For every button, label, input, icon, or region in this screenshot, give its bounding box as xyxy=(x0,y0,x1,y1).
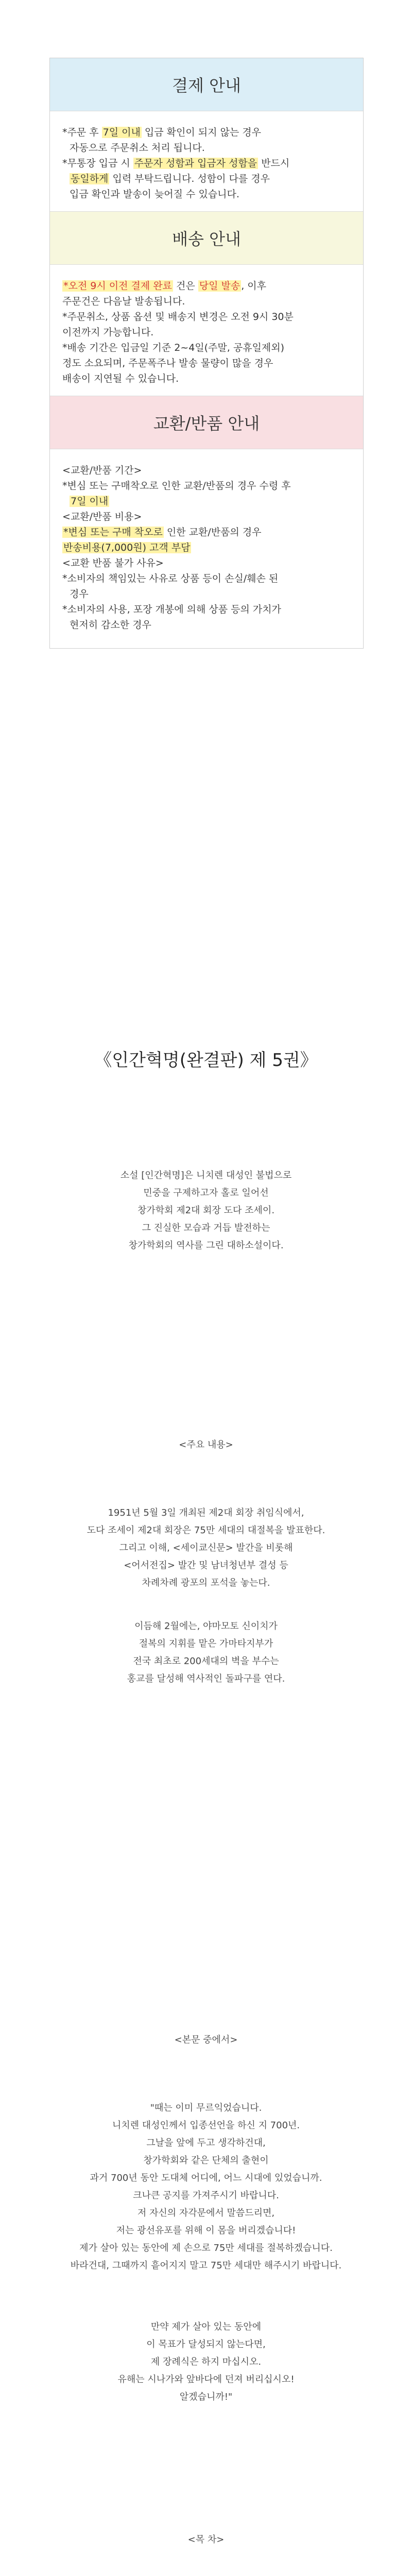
shipping-title: 배송 안내 xyxy=(172,229,241,249)
intro-line: 창가학회의 역사를 그린 대하소설이다. xyxy=(128,1240,284,1251)
shipping-highlight: 당일 발송 xyxy=(199,280,241,292)
payment-text: 자동으로 주문취소 처리 됩니다. xyxy=(70,142,205,154)
toc-label: <목 차> xyxy=(187,2534,225,2545)
excerpt-line: 저 자신의 자각문에서 말씀드리면, xyxy=(137,2208,275,2218)
book-intro xyxy=(0,1167,412,1255)
book-title: 《인간혁명(완결판) 제 5권》 xyxy=(94,1050,318,1071)
main-line: 전국 최초로 200세대의 벽을 부수는 xyxy=(133,1656,279,1667)
excerpt-line: 제 장례식은 하지 마십시오. xyxy=(150,2357,262,2367)
excerpt-p1 xyxy=(0,2099,412,2275)
shipping-body xyxy=(50,265,363,396)
returns-text: *소비자의 사용, 포장 개봉에 의해 상품 등의 가치가 xyxy=(62,604,281,615)
shipping-text: 이전까지 가능합니다. xyxy=(62,327,154,338)
returns-text: 현저히 감소한 경우 xyxy=(70,619,151,631)
main-line: 차례차례 광포의 포석을 놓는다. xyxy=(142,1578,270,1588)
excerpt-line: 그날을 앞에 두고 생각하건대, xyxy=(146,2138,266,2148)
excerpt-line: 니치렌 대성인께서 입종선언을 하신 지 700년. xyxy=(112,2120,300,2131)
payment-text: 입금 확인과 발송이 늦어질 수 있습니다. xyxy=(70,189,239,200)
shipping-text: 배송이 지연될 수 있습니다. xyxy=(62,373,179,384)
payment-body xyxy=(50,111,363,211)
shipping-text: 주문건은 다음날 발송됩니다. xyxy=(62,296,185,307)
main-line: 절복의 지휘를 맡은 가마타지부가 xyxy=(139,1638,273,1649)
excerpt-line: 제가 살아 있는 동안에 제 손으로 75만 세대를 절복하겠습니다. xyxy=(79,2243,333,2253)
payment-header xyxy=(50,58,363,111)
excerpt-line: 유해는 시나가와 앞바다에 던져 버리십시오! xyxy=(117,2374,295,2385)
main-line: 1951년 5월 3일 개최된 제2대 회장 취임식에서, xyxy=(108,1507,304,1518)
main-content-label: <주요 내용> xyxy=(179,1439,233,1450)
returns-text: *변심 또는 구매착오로 인한 교환/반품의 경우 수령 후 xyxy=(62,480,291,492)
returns-highlight: 7일 이내 xyxy=(71,496,109,507)
excerpt-line: 저는 광선유포를 위해 이 몸을 버리겠습니다! xyxy=(116,2225,296,2236)
excerpt-line: "때는 이미 무르익었습니다. xyxy=(150,2103,262,2113)
excerpt-line: 알겠습니까!" xyxy=(179,2392,233,2402)
returns-highlight: 반송비용(7,000원) 고객 부담 xyxy=(63,542,191,553)
shipping-text: , 이후 xyxy=(241,280,266,292)
main-content-p2 xyxy=(0,1618,412,1688)
shipping-highlight: *오전 9시 이전 결제 완료 xyxy=(63,280,172,292)
returns-highlight: *변심 또는 구매 착오로 xyxy=(63,527,163,538)
payment-text: 반드시 xyxy=(258,158,290,169)
payment-text: 입금 확인이 되지 않는 경우 xyxy=(141,127,261,138)
intro-line: 민중을 구제하고자 홀로 일어선 xyxy=(143,1188,269,1198)
intro-line: 창가학회 제2대 회장 도다 조세이. xyxy=(137,1205,275,1216)
returns-body xyxy=(50,449,363,648)
returns-subheading: <교환 반품 불가 사유> xyxy=(62,557,164,569)
excerpt-line: 과거 700년 동안 도대체 어디에, 어느 시대에 있었습니까. xyxy=(90,2173,322,2183)
excerpt-p2 xyxy=(0,2318,412,2406)
payment-title: 결제 안내 xyxy=(172,76,241,95)
excerpt-line: 만약 제가 살아 있는 동안에 xyxy=(150,2321,262,2332)
payment-highlight: 주문자 성함과 입금자 성함을 xyxy=(134,158,258,169)
returns-text: *소비자의 책임있는 사유로 상품 등이 손실/훼손 된 xyxy=(62,573,279,584)
payment-text: *무통장 입금 시 xyxy=(62,158,133,169)
payment-text: 입력 부탁드립니다. 성함이 다를 경우 xyxy=(109,173,270,184)
main-line: <어서전집> 발간 및 남녀청년부 결성 등 xyxy=(124,1560,288,1571)
main-line: 이듬해 2월에는, 야마모토 신이치가 xyxy=(134,1621,278,1632)
payment-highlight: 7일 이내 xyxy=(102,127,141,138)
shipping-header xyxy=(50,211,363,265)
returns-subheading: <교환/반품 비용> xyxy=(62,511,142,522)
main-line: 도다 조세이 제2대 회장은 75만 세대의 대절복을 발표한다. xyxy=(87,1525,325,1536)
returns-text: 경우 xyxy=(70,588,89,600)
payment-highlight: 동일하게 xyxy=(71,173,109,184)
excerpt-line: 창가학회와 같은 단체의 출현이 xyxy=(143,2155,269,2166)
notice-box xyxy=(49,58,364,649)
shipping-text: *주문취소, 상품 옵션 및 배송지 변경은 오전 9시 30분 xyxy=(62,311,294,323)
returns-title: 교환/반품 안내 xyxy=(153,414,260,433)
shipping-text: 정도 소요되며, 주문폭주나 발송 물량이 많을 경우 xyxy=(62,358,273,369)
payment-text: *주문 후 xyxy=(62,127,102,138)
excerpt-label: <본문 중에서> xyxy=(174,2035,238,2045)
excerpt-line: 크나큰 공지를 가져주시기 바랍니다. xyxy=(133,2190,279,2201)
returns-header xyxy=(50,396,363,449)
excerpt-line: 바라건대, 그때까지 흩어지지 말고 75만 세대만 해주시기 바랍니다. xyxy=(70,2260,342,2271)
shipping-text: *배송 기간은 입금일 기준 2~4일(주말, 공휴일제외) xyxy=(62,342,285,353)
main-content-p1 xyxy=(0,1504,412,1592)
main-line: 그리고 이해, <세이쿄신문> 발간을 비롯해 xyxy=(119,1543,293,1553)
excerpt-line: 이 목표가 달성되지 않는다면, xyxy=(146,2339,266,2350)
main-line: 홍교를 달성해 역사적인 돌파구를 연다. xyxy=(127,1673,285,1684)
returns-subheading: <교환/반품 기간> xyxy=(62,465,142,476)
shipping-text: 건은 xyxy=(173,280,198,292)
intro-line: 소설 [인간혁명]은 니치렌 대성인 불법으로 xyxy=(120,1170,292,1181)
intro-line: 그 진실한 모습과 거듭 발전하는 xyxy=(142,1223,270,1233)
returns-text: 인한 교환/반품의 경우 xyxy=(163,527,262,538)
